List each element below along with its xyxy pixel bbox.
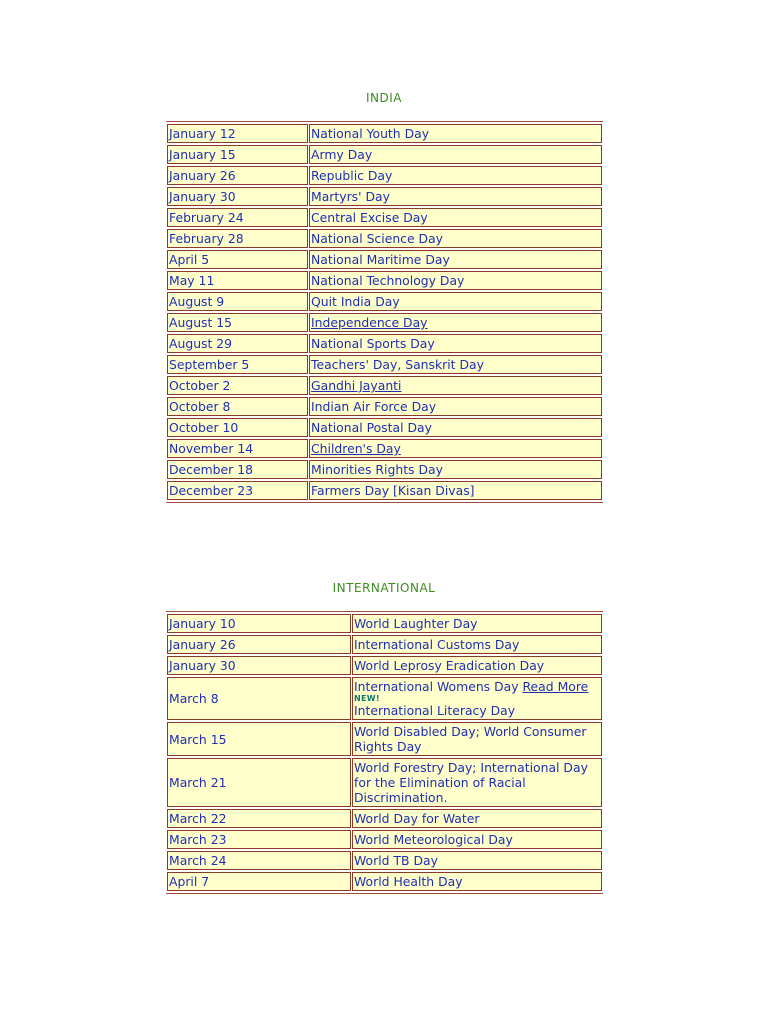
international-event-cell: World Day for Water	[352, 809, 602, 828]
india-event-cell: Martyrs' Day	[309, 187, 602, 206]
india-date-cell: October 8	[167, 397, 308, 416]
international-event-cell: International Customs Day	[352, 635, 602, 654]
table-row	[167, 250, 602, 269]
international-event-text-secondary: International Literacy Day	[354, 703, 516, 718]
table-row	[167, 677, 602, 720]
india-date-cell: November 14	[167, 439, 308, 458]
table-row	[167, 166, 602, 185]
india-date-cell: October 2	[167, 376, 308, 395]
international-event-cell: World TB Day	[352, 851, 602, 870]
table-row	[167, 334, 602, 353]
india-event-cell: National Technology Day	[309, 271, 602, 290]
table-row	[167, 208, 602, 227]
india-event-cell	[309, 439, 602, 458]
international-date-cell: March 24	[167, 851, 351, 870]
table-row	[167, 124, 602, 143]
india-event-cell: National Sports Day	[309, 334, 602, 353]
table-row	[167, 292, 602, 311]
india-event-cell: Farmers Day [Kisan Divas]	[309, 481, 602, 500]
international-event-cell	[352, 677, 602, 720]
india-date-cell: January 15	[167, 145, 308, 164]
india-event-cell: National Maritime Day	[309, 250, 602, 269]
table-row	[167, 830, 602, 849]
india-event-cell: Army Day	[309, 145, 602, 164]
india-date-cell: December 23	[167, 481, 308, 500]
table-row	[167, 722, 602, 756]
international-date-cell: March 15	[167, 722, 351, 756]
international-date-cell: April 7	[167, 872, 351, 891]
table-row	[167, 229, 602, 248]
table-row	[167, 271, 602, 290]
india-date-cell: September 5	[167, 355, 308, 374]
india-days-table	[166, 121, 603, 503]
india-event-cell: National Science Day	[309, 229, 602, 248]
table-row	[167, 376, 602, 395]
international-event-cell: World Leprosy Eradication Day	[352, 656, 602, 675]
india-event-cell	[309, 376, 602, 395]
india-date-cell: August 29	[167, 334, 308, 353]
table-row	[167, 851, 602, 870]
international-date-cell: January 30	[167, 656, 351, 675]
india-date-cell: August 9	[167, 292, 308, 311]
india-event-cell: Indian Air Force Day	[309, 397, 602, 416]
international-date-cell: January 10	[167, 614, 351, 633]
international-days-table	[166, 611, 603, 894]
table-row	[167, 635, 602, 654]
india-date-cell: January 30	[167, 187, 308, 206]
india-date-cell: October 10	[167, 418, 308, 437]
india-event-link[interactable]: Independence Day	[311, 315, 428, 330]
india-event-cell: Minorities Rights Day	[309, 460, 602, 479]
international-event-cell: World Forestry Day; International Day for the Elimination of Racial Discrimination.	[352, 758, 602, 807]
table-row	[167, 397, 602, 416]
india-event-link[interactable]: Gandhi Jayanti	[311, 378, 402, 393]
new-badge: NEW!	[354, 694, 380, 703]
india-date-cell: May 11	[167, 271, 308, 290]
table-row	[167, 418, 602, 437]
india-event-cell: National Postal Day	[309, 418, 602, 437]
international-date-cell: March 22	[167, 809, 351, 828]
table-row	[167, 758, 602, 807]
international-date-cell: March 21	[167, 758, 351, 807]
table-row	[167, 872, 602, 891]
india-date-cell: April 5	[167, 250, 308, 269]
india-date-cell: January 12	[167, 124, 308, 143]
international-event-cell: World Disabled Day; World Consumer Rights Day	[352, 722, 602, 756]
table-row	[167, 313, 602, 332]
table-row	[167, 187, 602, 206]
india-date-cell: February 24	[167, 208, 308, 227]
india-heading: INDIA	[365, 91, 402, 105]
india-date-cell: January 26	[167, 166, 308, 185]
table-row	[167, 809, 602, 828]
india-event-cell: Teachers' Day, Sanskrit Day	[309, 355, 602, 374]
india-event-cell: Central Excise Day	[309, 208, 602, 227]
table-row	[167, 355, 602, 374]
india-event-cell: Quit India Day	[309, 292, 602, 311]
india-event-link[interactable]: Children's Day	[311, 441, 401, 456]
india-event-cell: Republic Day	[309, 166, 602, 185]
table-row	[167, 460, 602, 479]
international-date-cell: January 26	[167, 635, 351, 654]
table-row	[167, 439, 602, 458]
table-row	[167, 614, 602, 633]
international-heading: INTERNATIONAL	[332, 581, 436, 595]
international-event-text: International Womens Day	[354, 679, 519, 694]
international-date-cell: March 23	[167, 830, 351, 849]
international-date-cell: March 8	[167, 677, 351, 720]
india-event-cell	[309, 313, 602, 332]
international-days-table-body	[167, 614, 602, 891]
read-more-link[interactable]: Read More	[522, 679, 589, 694]
table-row	[167, 145, 602, 164]
international-event-cell: World Laughter Day	[352, 614, 602, 633]
india-event-cell: National Youth Day	[309, 124, 602, 143]
table-row	[167, 481, 602, 500]
table-row	[167, 656, 602, 675]
india-date-cell: December 18	[167, 460, 308, 479]
india-date-cell: August 15	[167, 313, 308, 332]
international-event-cell: World Health Day	[352, 872, 602, 891]
international-event-cell: World Meteorological Day	[352, 830, 602, 849]
india-days-table-body	[167, 124, 602, 500]
india-date-cell: February 28	[167, 229, 308, 248]
